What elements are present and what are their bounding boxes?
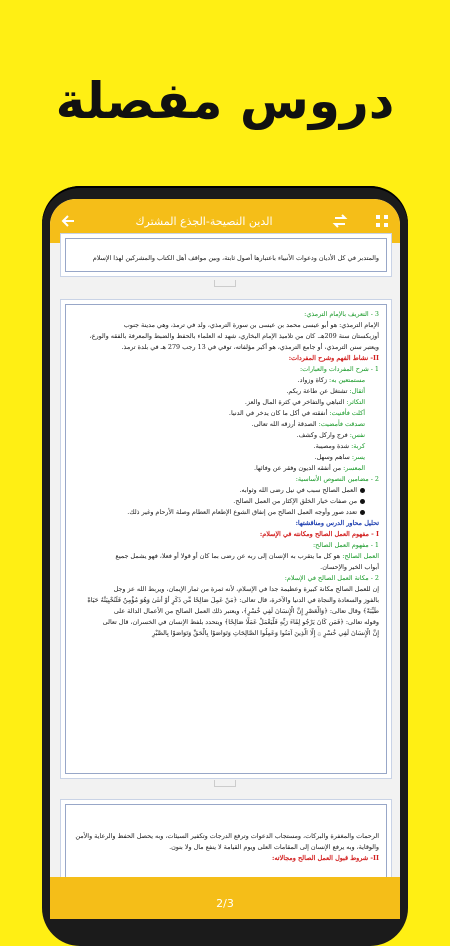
swap-icon[interactable] [332,213,348,229]
line-text: II- نشاط الفهم وشرح المفردات: [288,354,379,362]
line-text: ساهم وسهل. [314,453,350,461]
page-2-text [65,304,387,774]
pdf-viewer[interactable] [50,243,400,877]
text-line [73,529,379,540]
text-line [73,430,379,441]
page-indicator: 2/3 [216,896,234,910]
term: نفس: [349,431,365,439]
text-line [73,562,379,573]
text-line [73,309,379,320]
text-line: والمتدبر في كل الأديان ودعوات الأنبياء باعتبارها أصول ثابتة، وبين مواقف أهل الكتاب والمشركين لهذا الإسلام [92,254,379,262]
text-line [73,853,379,864]
term: العمل الصالح: [342,552,379,560]
bullet-icon [360,488,365,493]
text-line [73,331,379,342]
text-line [73,419,379,430]
line-text: 1 - مفهوم العمل الصالح: [313,541,379,549]
text-line [73,540,379,551]
line-text: تحليل محاور الدرس ومناقشتها: [295,519,379,527]
line-text: I - مفهوم العمل الصالح ومكانته في الإسلام: [259,530,379,538]
page-separator [50,277,400,289]
line-text: II- شروط قبول العمل الصالح ومجالاته: [272,854,379,862]
line-text: الرحمات والمغفرة والبركات، ومستجاب الدعوات وترفع الدرجات وتكفير السيئات، وبه يحصل الحفظ والرعاية والأمن [75,832,379,840]
text-line [73,595,379,606]
term: تصدقت فأمضيت: [318,420,365,428]
text-line [73,353,379,364]
line-text: ويعتبر سنن الترمذي، أو جامع الترمذي، هو أكبر مؤلفاته، توفي في 13 رجب 279 هـ في بلدة ترمذ. [121,343,379,351]
text-line [73,364,379,375]
line-text: العمل الصالح سبب في نيل رضى الله وثوابه. [239,486,357,494]
line-text: أنفقته في أكل ما كان يدخر في الدنيا. [228,409,328,417]
line-text: شدة ومصيبة. [313,442,350,450]
grid-icon[interactable] [374,213,390,229]
line-text: الإمام الترمذي: هو أبو عيسى محمد بن عيسى بن سورة الترمذي، ولد في ترمذ، وهي مدينة جنوب [123,321,379,329]
line-text: 2 - مضامين النصوص الأساسية: [295,475,379,483]
line-text: أوزبكستان سنة 209هـ. كان من تلاميذ الإمام البخاري، شهد له العلماء بالحفظ والضبط والمعرفة بالفقه والورع، [89,332,379,340]
text-line [73,606,379,617]
text-line [73,408,379,419]
line-text: أبواب الخير والإحسان. [320,563,379,571]
text-line [73,551,379,562]
line-text: من صفات خيار الخلق الإكثار من العمل الصالح. [233,497,357,505]
line-text: والوقاية، وبه يرفع الإنسان إلى المقامات العلى ويوم القيامة لا ينفع مال ولا بنون. [169,843,379,851]
line-text: تعدد صور وأوجه العمل الصالح من إنفاق الشوع الإطعام العطام وصلة الأرحام وغير ذلك. [127,508,357,516]
text-line [73,342,379,353]
text-line [73,452,379,463]
text-line [73,485,379,496]
bullet-icon [360,499,365,504]
line-text: 1 - شرح المفردات والعبارات: [300,365,379,373]
line-text: تشتغل عن طاعة ربكم. [286,387,348,395]
pdf-page-1 [60,233,392,277]
term: المعسر: [343,464,365,472]
line-text: فرج واركل وكشف. [296,431,348,439]
page-separator [50,777,400,789]
document-title: الدين النصيحة-الجذع المشترك [135,214,273,228]
line-text: 3 - التعريف بالإمام الترمذي: [304,310,379,318]
text-line [73,831,379,842]
bottom-bar [50,877,400,919]
text-line [73,375,379,386]
term: أثقال: [349,387,365,395]
text-line [73,617,379,628]
line-text: طَيِّبَةً﴾ وقال تعالى: ﴿وَالْعَصْرِ إِنَّ الْإِنسَانَ لَفِي خُسْرٍ﴾، ويعتبر ذلك العمل الصالح من الأعمال الدالة على [113,607,379,615]
line-text: من أنفقه الديون وفقر عن وفائها. [253,464,342,472]
line-text: 2 - مكانة العمل الصالح في الإسلام: [284,574,379,582]
line-text: بالفوز والسعادة والنجاة في الدنيا والآخرة، قال تعالى: ﴿مَنْ عَمِلَ صَالِحًا مِّن ذَكَرٍ أَوْ أُنثَىٰ وَهُوَ مُؤْمِنٌ فَلَنُحْيِيَنَّهُ حَيَاةً [87,596,379,604]
line-text: إن للعمل الصالح مكانة كبيرة وعظيمة جدا في الإسلام، لأنه ثمرة من ثمار الإيمان، ويربط الله عز وجل [113,585,379,593]
pdf-page-2 [60,299,392,779]
text-line [73,573,379,584]
term: أكلت فأفنيت: [329,409,365,417]
term: مستمتعين به: [329,376,365,384]
text-line [73,628,379,639]
bullet-icon [360,510,365,515]
term: كربة: [351,442,365,450]
text-line [73,474,379,485]
text-line [73,496,379,507]
line-text: زكاة وزواد. [297,376,327,384]
text-line [73,397,379,408]
line-text: التباهي والتفاخر في كثرة المال والعز. [244,398,345,406]
text-line [73,441,379,452]
app-screen [50,199,400,919]
text-line [73,507,379,518]
text-line [73,463,379,474]
term: التكاثر: [346,398,365,406]
text-line [73,584,379,595]
line-text: الصدقة أرزقه الله تعالى. [251,420,317,428]
back-arrow-icon[interactable] [60,213,76,229]
line-text: إِنَّ الْإِنسَانَ لَفِي خُسْرٍ ۞ إِلَّا الَّذِينَ آمَنُوا وَعَمِلُوا الصَّالِحَاتِ وَتَوَاصَوْا بِالْحَقِّ وَتَوَاصَوْا بِالصَّبْرِ [152,629,379,637]
promo-title: دروس مفصلة [55,72,395,130]
text-line [73,518,379,529]
text-line [73,320,379,331]
line-text: هو كل ما يتقرب به الإنسان إلى ربه عن رضى بما كان أو قولا أو فعلا، فهو يشمل جميع [115,552,341,560]
term: يسر: [351,453,365,461]
line-text: وقوله تعالى: ﴿فَمَن كَانَ يَرْجُو لِقَاءَ رَبِّهِ فَلْيَعْمَلْ عَمَلًا صَالِحًا﴾ ويتحدد بلفظ الإنسان في الخسران، قال تعالى [102,618,379,626]
text-line [73,842,379,853]
text-line [73,386,379,397]
